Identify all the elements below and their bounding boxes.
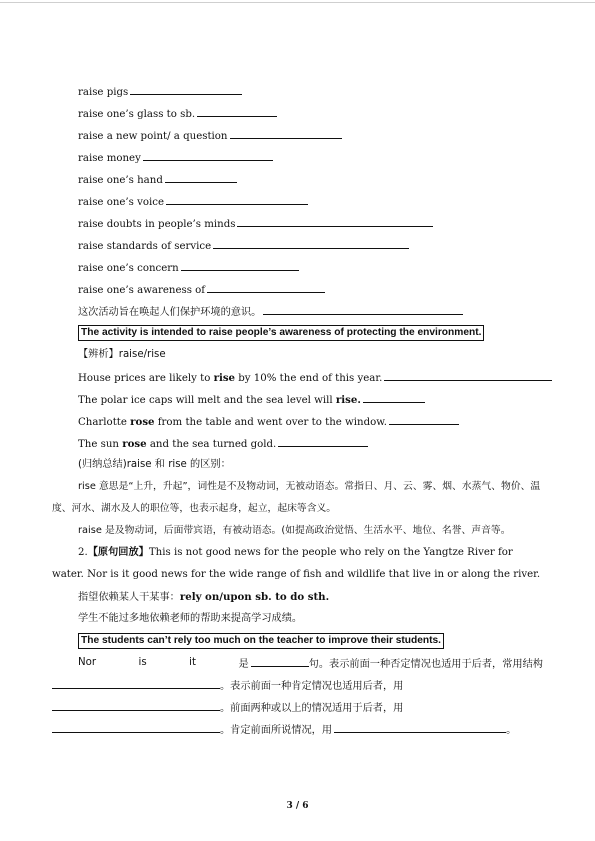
structure-line	[52, 696, 543, 718]
answer-blank[interactable]	[263, 300, 463, 315]
shi-word: 是	[238, 659, 249, 670]
sentence-text: by 10% the end of this year.	[235, 373, 383, 384]
section-text: This is not good news for the people who rely on the Yangtze River for water. Nor is it good news for the wide range of fish and wildlife that live in or along the river.	[52, 547, 541, 580]
sentence-text: The polar ice caps will melt and the sea level will	[78, 395, 336, 406]
phrase-text: raise a new point/ a question	[78, 131, 228, 142]
is-word: is	[138, 657, 147, 668]
answer-blank[interactable]	[197, 102, 277, 117]
answer-blank[interactable]	[213, 234, 409, 249]
answer-blank[interactable]	[230, 124, 342, 139]
answer-blank[interactable]	[130, 80, 242, 95]
top-rule	[0, 2, 595, 3]
section-label: 【原句回放】	[87, 547, 149, 558]
rely-phrase-line	[78, 586, 543, 608]
rely-phrase-cn: 指望依赖某人干某事：	[78, 592, 180, 603]
phrase-text: raise pigs	[78, 87, 129, 98]
translation-prompt	[78, 300, 543, 322]
phrase-text: raise money	[78, 153, 141, 164]
sentence-keyword: rise.	[335, 394, 361, 406]
translation-prompt-2: 学生不能过多地依赖老师的帮助来提高学习成绩。	[78, 613, 303, 624]
phrase-text: raise one’s glass to sb.	[78, 109, 196, 120]
rely-phrase-en: rely on/upon sb. to do sth.	[179, 591, 330, 603]
answer-blank[interactable]	[165, 168, 237, 183]
sentence-text: The sun	[78, 439, 123, 450]
example-sentence	[78, 366, 543, 388]
sentence-keyword: rose	[122, 438, 147, 450]
answer-blank[interactable]	[52, 696, 220, 711]
structure-text: 。表示前面一种肯定情况也适用后者，用	[220, 681, 404, 692]
phrase-text: raise standards of service	[78, 241, 212, 252]
answer-line-2	[78, 630, 543, 652]
nor-word: Nor	[78, 657, 97, 668]
bianxi-words: raise/rise	[118, 349, 166, 360]
end-mark: 。	[506, 725, 517, 736]
translation-text: 这次活动旨在唤起人们保护环境的意识。	[78, 307, 262, 318]
nor-is-it-tail	[238, 652, 543, 674]
bianxi-label: 【辨析】	[78, 349, 119, 360]
phrase-line	[78, 190, 543, 212]
example-sentence	[78, 388, 543, 410]
sentence-text: from the table and went over to the window.	[154, 417, 387, 428]
answer-blank[interactable]	[251, 652, 309, 667]
bianxi-heading	[78, 344, 543, 366]
raise-explanation: raise 是及物动词，后面带宾语，有被动语态。(如提高政治觉悟、生活水平、地位、名誉、声音等。	[78, 525, 511, 536]
sentence-text: House prices are likely to	[78, 373, 214, 384]
example-sentence	[78, 432, 543, 454]
answer-blank[interactable]	[278, 432, 368, 447]
section-number: 2.	[78, 547, 88, 558]
phrase-text: raise doubts in people’s minds	[78, 219, 236, 230]
answer-blank[interactable]	[237, 212, 433, 227]
sentence-keyword: rise	[213, 372, 236, 384]
structure-text: 。前面两种或以上的情况适用于后者，用	[220, 703, 404, 714]
boxed-answer: The students can’t rely too much on the teacher to improve their students.	[78, 633, 444, 649]
page-number: 3 / 6	[286, 801, 309, 811]
phrase-line	[78, 146, 543, 168]
phrase-text: raise one’s concern	[78, 263, 179, 274]
phrase-line	[78, 234, 543, 256]
nor-is-it-line	[78, 652, 543, 674]
boxed-answer: The activity is intended to raise people’s awareness of protecting the environment.	[78, 325, 484, 341]
summary-title: (归纳总结)raise 和 rise 的区别：	[78, 459, 231, 470]
answer-blank[interactable]	[181, 256, 299, 271]
answer-blank[interactable]	[389, 410, 459, 425]
sentence-text: and the sea turned gold.	[146, 439, 277, 450]
section-2-paragraph	[52, 542, 543, 586]
structure-line	[52, 718, 543, 740]
phrase-line	[78, 256, 543, 278]
answer-blank[interactable]	[143, 146, 273, 161]
answer-blank[interactable]	[52, 674, 220, 689]
answer-line	[78, 322, 543, 344]
answer-blank[interactable]	[166, 190, 308, 205]
answer-blank[interactable]	[334, 718, 506, 733]
structure-text: 。肯定前面所说情况，用	[220, 725, 333, 736]
worksheet-content	[52, 80, 543, 740]
phrase-text: raise one’s voice	[78, 197, 165, 208]
phrase-line	[78, 80, 543, 102]
sentence-text: Charlotte	[78, 417, 131, 428]
rise-explanation: rise 意思是“上升，升起”，词性是不及物动词，无被动语态。常指日、月、云、雾、烟、水蒸气、物价、温度、河水、湖水及人的职位等，也表示起身，起立，起床等含义。	[52, 481, 541, 514]
phrase-line	[78, 278, 543, 300]
example-sentence	[78, 410, 543, 432]
phrase-text: raise one’s hand	[78, 175, 163, 186]
answer-blank[interactable]	[52, 718, 220, 733]
phrase-line	[78, 168, 543, 190]
phrase-text: raise one’s awareness of	[78, 285, 206, 296]
nor-explain: 句。表示前面一种否定情况也适用于后者，常用结构	[308, 659, 543, 670]
answer-blank[interactable]	[207, 278, 325, 293]
phrase-line	[78, 212, 543, 234]
sentence-keyword: rose	[130, 416, 155, 428]
answer-blank[interactable]	[363, 388, 425, 403]
phrase-line	[78, 124, 543, 146]
it-word: it	[189, 657, 196, 668]
answer-blank[interactable]	[384, 366, 552, 381]
structure-line	[52, 674, 543, 696]
phrase-line	[78, 102, 543, 124]
